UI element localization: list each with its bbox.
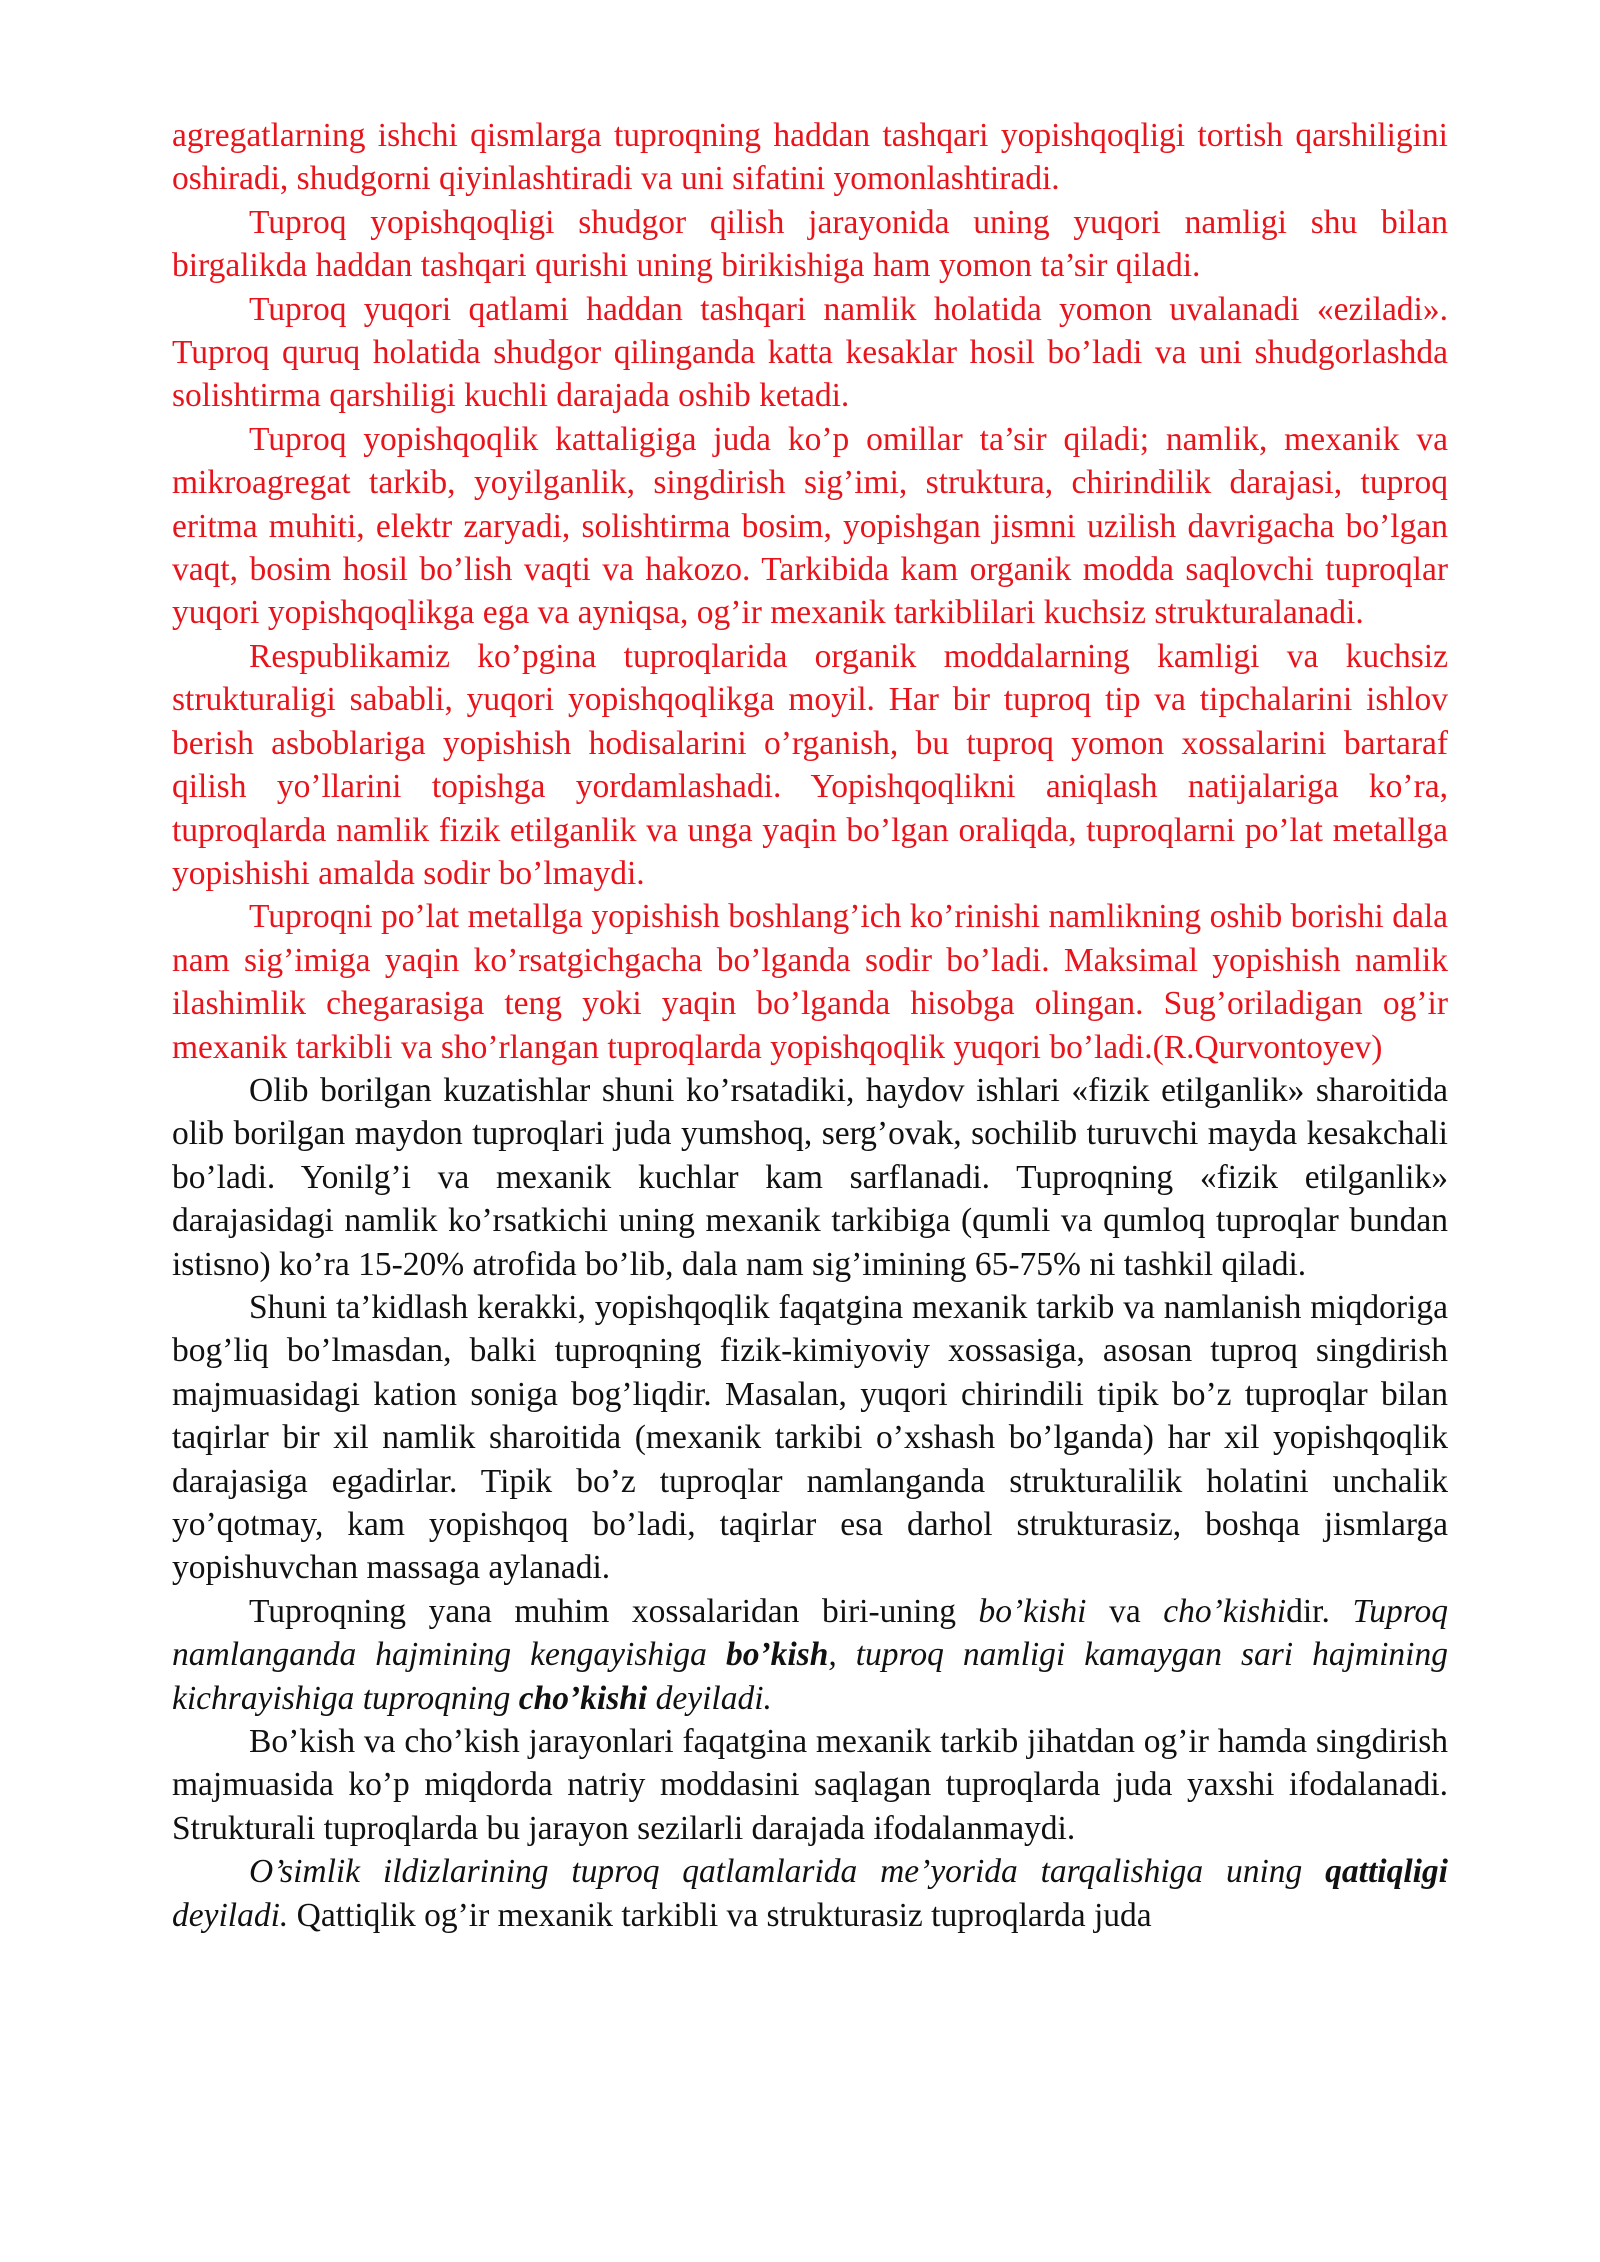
text-segment: va [1086, 1592, 1164, 1630]
text-segment: Qattiqlik og’ir mexanik tarkibli va strukturasiz tuproqlarda juda [288, 1896, 1152, 1934]
text-segment: agregatlarning ishchi qismlarga tuproqning haddan tashqari yopishqoqligi tortish qarshiligini oshiradi, shudgorni qiyinlashtiradi va uni sifatini yomonlashtiradi. [172, 117, 1448, 198]
text-segment: Tuproq yopishqoqlik kattaligiga juda ko’p omillar ta’sir qiladi; namlik, mexanik va mikroagregat tarkib, yoyilganlik, singdirish sig’imi, struktura, chirindilik darajasi, tuproq eritma muhiti, elektr zaryadi, solishtirma bosim, yopishgan jismni uzilish davrigacha bo’lgan vaqt, bosim hosil bo’lish vaqti va hakozo. Tarkibida kam organik modda saqlovchi tuproqlar yuqori yopishqoqlikga ega va ayniqsa, og’ir mexanik tarkiblilari kuchsiz strukturalanadi. [172, 420, 1448, 632]
text-segment: Tuproq namlanganda hajmining kengayishiga [172, 1592, 1449, 1674]
document-page [172, 114, 1448, 1937]
text-segment: Olib borilgan kuzatishlar shuni ko’rsatadiki, haydov ishlari «fizik etilganlik» sharoitida olib borilgan maydon tuproqlari juda yumshoq, serg’ovak, sochilib turuvchi mayda kesakchali bo’ladi. Yonilg’i va mexanik kuchlar kam sarflanadi. Tuproqning «fizik etilganlik» darajasidagi namlik ko’rsatkichi uning mexanik tarkibiga (qumli va qumloq tuproqlar bundan istisno) ko’ra 15-20% atrofida bo’lib, dala nam sig’imining 65-75% ni tashkil qiladi. [172, 1071, 1448, 1283]
text-segment: O’simlik ildizlarining tuproq qatlamlarida me’yorida tarqalishiga uning [249, 1853, 1326, 1891]
text-segment: bo’kish [725, 1636, 829, 1674]
text-segment: qattiqligi [1325, 1853, 1448, 1891]
paragraph [172, 201, 1448, 288]
paragraph [172, 1069, 1448, 1286]
paragraph [172, 1850, 1448, 1937]
paragraph [172, 895, 1448, 1069]
text-segment: Bo’kish va cho’kish jarayonlari faqatgina mexanik tarkib jihatdan og’ir hamda singdirish majmuasida ko’p miqdorda natriy moddasini saqlagan tuproqlarda juda yaxshi ifodalanadi. Strukturali tuproqlarda bu jarayon sezilarli darajada ifodalanmaydi. [172, 1723, 1448, 1847]
paragraph [172, 1720, 1448, 1850]
text-segment: deyiladi. [172, 1896, 289, 1934]
text-segment: dir. [1286, 1592, 1353, 1630]
paragraph [172, 635, 1448, 895]
text-segment: Shuni ta’kidlash kerakki, yopishqoqlik faqatgina mexanik tarkib va namlanish miqdoriga bog’liq bo’lmasdan, balki tuproqning fizik-kimiyoviy xossasiga, asosan tuproq singdirish majmuasidagi kation soniga bog’liqdir. Masalan, yuqori chirindili tipik bo’z tuproqlar bilan taqirlar bir xil namlik sharoitida (mexanik tarkibi o’xshash bo’lganda) har xil yopishqoqlik darajasiga egadirlar. Tipik bo’z tuproqlar namlanganda strukturalilik holatini unchalik yo’qotmay, kam yopishqoq bo’ladi, taqirlar esa darhol strukturasiz, boshqa jismlarga yopishuvchan massaga aylanadi. [172, 1288, 1448, 1587]
text-segment: Tuproqni po’lat metallga yopishish boshlang’ich ko’rinishi namlikning oshib borishi dala nam sig’imiga yaqin ko’rsatgichgacha bo’lganda sodir bo’ladi. Maksimal yopishish namlik ilashimlik chegarasiga teng yoki yaqin bo’lganda hisobga olingan. Sug’oriladigan og’ir mexanik tarkibli va sho’rlangan tuproqlarda yopishqoqlik yuqori bo’ladi.(R.Qurvontoyev) [172, 898, 1448, 1066]
text-segment: bo’kishi [978, 1592, 1087, 1630]
text-segment: cho’kishi [1163, 1592, 1287, 1630]
text-segment: Tuproq yopishqoqligi shudgor qilish jarayonida uning yuqori namligi shu bilan birgalikda haddan tashqari qurishi uning birikishiga ham yomon ta’sir qiladi. [172, 203, 1448, 285]
text-segment: , tuproq namligi kamaygan sari hajmining kichrayishiga tuproqning [172, 1636, 1448, 1717]
paragraph [172, 114, 1448, 201]
text-segment: Tuproqning yana muhim xossalaridan biri-uning [249, 1592, 979, 1630]
paragraph [172, 418, 1448, 635]
text-segment: cho’kishi [518, 1679, 648, 1717]
text-segment: Respublikamiz ko’pgina tuproqlarida organik moddalarning kamligi va kuchsiz strukturaligi sababli, yuqori yopishqoqlikga moyil. Har bir tuproq tip va tipchalarini ishlov berish asboblariga yopishish hodisalarini o’rganish, bu tuproq yomon xossalarini bartaraf qilish yo’llarini topishga yordamlashadi. Yopishqoqlikni aniqlash natijalariga ko’ra, tuproqlarda namlik fizik etilganlik va unga yaqin bo’lgan oraliqda, tuproqlarni po’lat metallga yopishishi amalda sodir bo’lmaydi. [172, 637, 1448, 892]
text-segment: deyiladi. [647, 1679, 772, 1717]
paragraph [172, 288, 1448, 418]
paragraph [172, 1286, 1448, 1590]
paragraph [172, 1590, 1448, 1720]
text-segment: Tuproq yuqori qatlami haddan tashqari namlik holatida yomon uvalanadi «eziladi». Tuproq quruq holatida shudgor qilinganda katta kesaklar hosil bo’ladi va uni shudgorlashda solishtirma qarshiligi kuchli darajada oshib ketadi. [172, 290, 1448, 415]
